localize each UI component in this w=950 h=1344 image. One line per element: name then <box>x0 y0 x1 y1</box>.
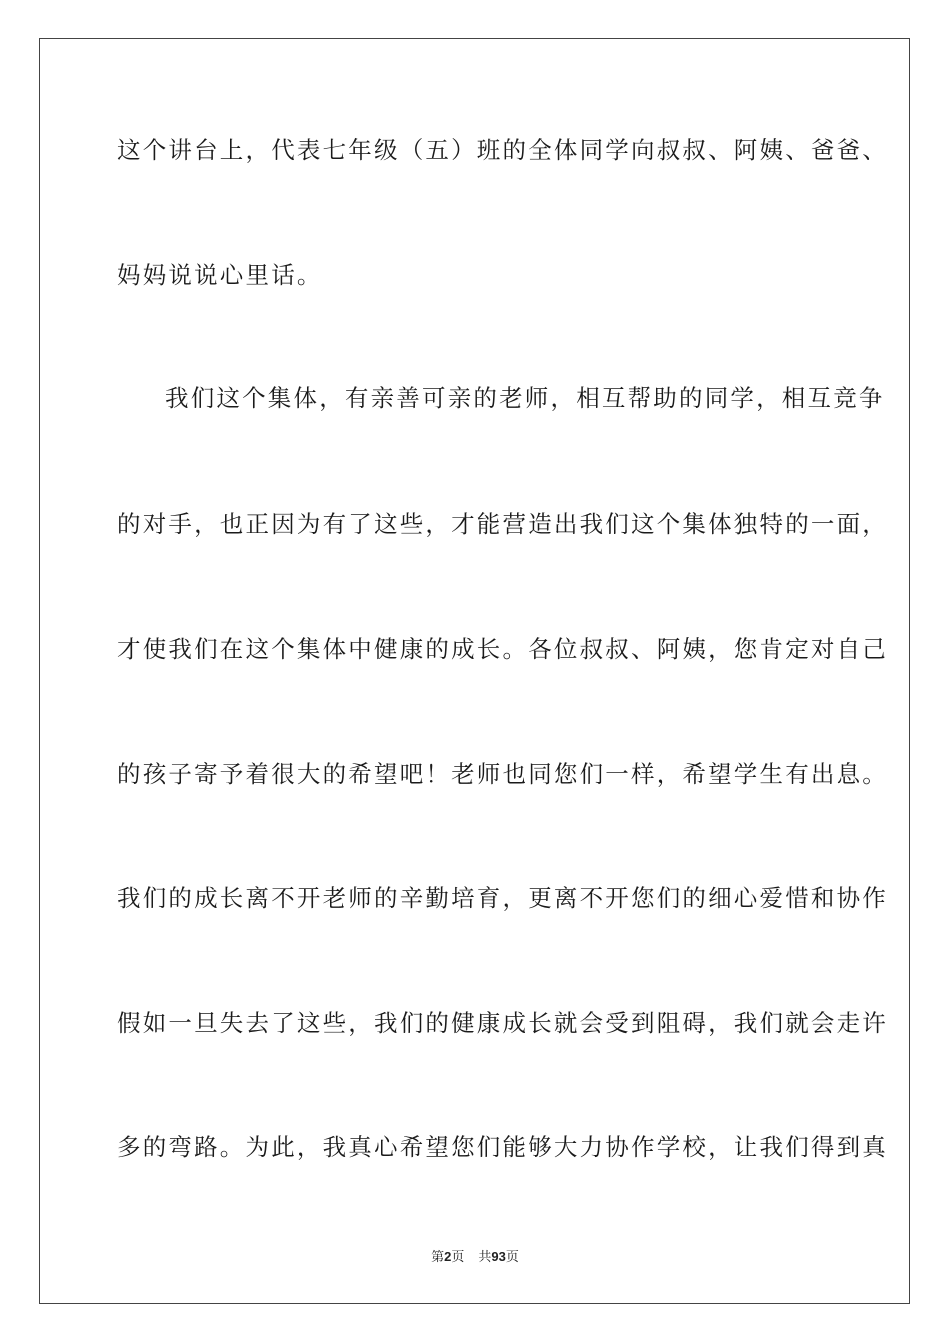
total-suffix: 页 <box>505 1250 519 1265</box>
text-line-4: 的对手，也正因为有了这些，才能营造出我们这个集体独特的一面， <box>117 510 888 538</box>
text-line-3: 我们这个集体，有亲善可亲的老师，相互帮助的同学，相互竞争 <box>165 384 885 412</box>
page-number: 2 <box>444 1249 452 1264</box>
text-line-7: 我们的成长离不开老师的辛勤培育，更离不开您们的细心爱惜和协作 <box>117 884 888 912</box>
text-line-8: 假如一旦失去了这些，我们的健康成长就会受到阻碍，我们就会走许 <box>117 1009 888 1037</box>
text-line-1: 这个讲台上，代表七年级（五）班的全体同学向叔叔、阿姨、爸爸、 <box>117 136 888 164</box>
page-suffix: 页 <box>451 1250 465 1265</box>
text-line-2: 妈妈说说心里话。 <box>117 261 323 289</box>
page-border <box>39 38 910 1304</box>
total-pages: 93 <box>491 1249 506 1264</box>
total-prefix: 共 <box>478 1250 492 1265</box>
text-line-9: 多的弯路。为此，我真心希望您们能够大力协作学校，让我们得到真 <box>117 1133 888 1161</box>
page-prefix: 第 <box>431 1250 445 1265</box>
text-line-6: 的孩子寄予着很大的希望吧！老师也同您们一样，希望学生有出息。 <box>117 760 888 788</box>
page-footer <box>0 1248 950 1267</box>
text-line-5: 才使我们在这个集体中健康的成长。各位叔叔、阿姨，您肯定对自己 <box>117 635 888 663</box>
